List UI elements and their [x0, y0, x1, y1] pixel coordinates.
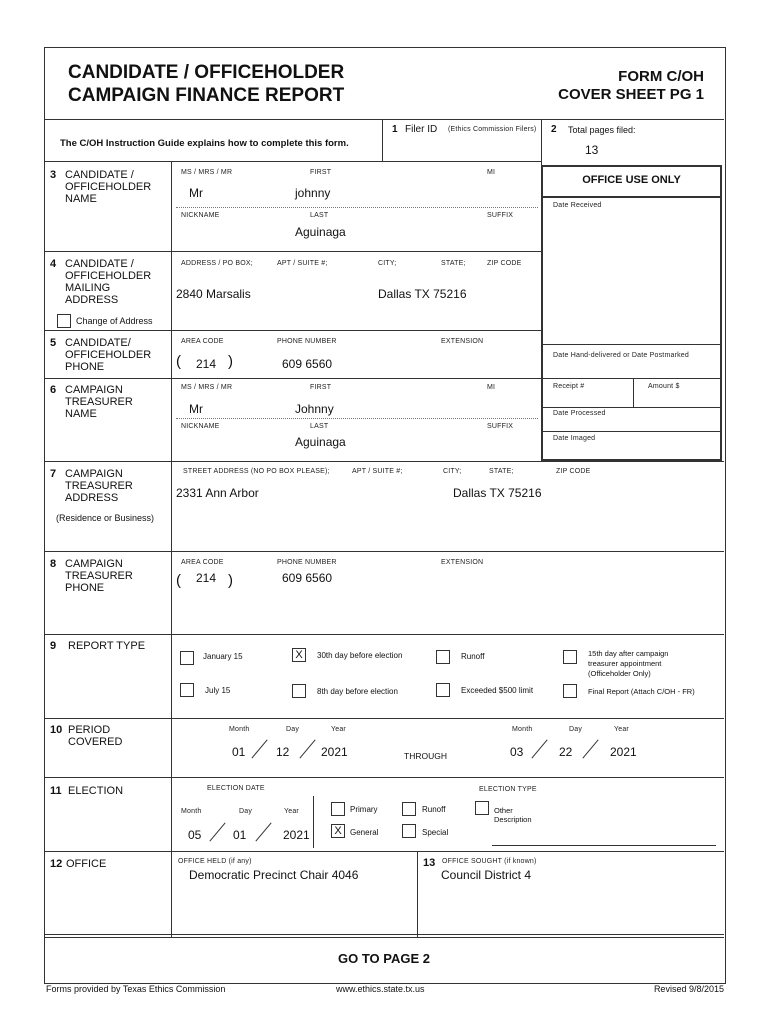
change-of-address-label: Change of Address: [76, 316, 153, 326]
sec8-lbl-phone: PHONE NUMBER: [277, 559, 337, 566]
sec11-lbl-year: Year: [284, 808, 299, 815]
sec10-label-line1: PERIOD: [68, 724, 111, 736]
sec5-paren-close: ): [228, 353, 233, 370]
other-label-line2: Description: [494, 815, 532, 824]
election-year[interactable]: 2021: [283, 828, 310, 842]
sec13-num: 13: [423, 857, 436, 869]
sec6-lbl-last: LAST: [310, 423, 329, 430]
period-from-year[interactable]: 2021: [321, 745, 348, 759]
date-received-label: Date Received: [553, 202, 602, 209]
sec4-citystatezip-field[interactable]: Dallas TX 75216: [378, 287, 467, 301]
footer-revised: Revised 9/8/2015: [653, 984, 724, 994]
sec9-label: REPORT TYPE: [68, 640, 146, 652]
sec3-label: [65, 169, 151, 205]
sec12-num: 12: [50, 858, 63, 870]
sec4-lbl-city: CITY;: [378, 260, 397, 267]
sec10-from-lbl-year: Year: [331, 726, 346, 733]
date-hand-delivered-label: Date Hand-delivered or Date Postmarked: [553, 352, 689, 359]
sec4-label-line3: MAILING: [65, 282, 111, 294]
footer-website[interactable]: www.ethics.state.tx.us: [336, 984, 425, 994]
sec7-lbl-zip: ZIP CODE: [556, 468, 591, 475]
sec6-label: [65, 384, 133, 420]
sec3-num: 3: [50, 169, 57, 181]
sec5-lbl-area: AREA CODE: [181, 338, 224, 345]
form-subtitle: COVER SHEET PG 1: [558, 86, 704, 103]
sec7-citystatezip-field[interactable]: Dallas TX 75216: [453, 486, 542, 500]
sec5-area-field[interactable]: 214: [196, 357, 217, 371]
sec8-lbl-ext: EXTENSION: [441, 559, 484, 566]
sec6-title-field[interactable]: Mr: [189, 402, 203, 416]
sec7-label-line1: CAMPAIGN: [65, 468, 123, 480]
sec7-lbl-street: STREET ADDRESS (NO PO BOX PLEASE);: [183, 468, 330, 475]
sec4-num: 4: [50, 258, 57, 270]
sec8-label-line2: TREASURER: [65, 570, 133, 582]
sec4-street-field[interactable]: 2840 Marsalis: [176, 287, 251, 301]
office-held-field[interactable]: Democratic Precinct Chair 4046: [189, 868, 359, 882]
sec6-label-line2: TREASURER: [65, 396, 133, 408]
d30-checkbox[interactable]: X: [292, 648, 306, 662]
period-to-day[interactable]: 22: [559, 745, 573, 759]
period-to-month[interactable]: 03: [510, 745, 524, 759]
sec8-paren-open: (: [176, 572, 181, 589]
period-from-day[interactable]: 12: [276, 745, 290, 759]
july15-label: July 15: [205, 686, 231, 695]
sec3-lbl-mi: MI: [487, 169, 496, 176]
sec3-label-line3: NAME: [65, 193, 97, 205]
sec11-num: 11: [50, 785, 62, 797]
form-title-line2: CAMPAIGN FINANCE REPORT: [68, 85, 345, 106]
sec7-label-line3: ADDRESS: [65, 492, 119, 504]
sec8-area-field[interactable]: 214: [196, 571, 217, 585]
exceeded-label: Exceeded $500 limit: [461, 686, 534, 695]
receipt-label: Receipt #: [553, 383, 585, 390]
sec11-lbl-month: Month: [181, 808, 202, 815]
sec3-lbl-last: LAST: [310, 212, 329, 219]
sec8-label-line1: CAMPAIGN: [65, 558, 123, 570]
total-pages-label: Total pages filed:: [568, 125, 636, 135]
office-held-label: OFFICE HELD (if any): [178, 858, 252, 865]
sec5-paren-open: (: [176, 353, 181, 370]
final-report-label: Final Report (Attach C/OH - FR): [588, 687, 695, 696]
sec10-from-lbl-month: Month: [229, 726, 250, 733]
sec12-label: OFFICE: [66, 858, 107, 870]
filer-id-num: 1: [392, 124, 398, 135]
special-checkbox[interactable]: [402, 824, 416, 838]
sec5-lbl-ext: EXTENSION: [441, 338, 484, 345]
sec11-lbl-day: Day: [239, 808, 253, 815]
change-of-address-checkbox[interactable]: [57, 314, 71, 328]
runoff-report-label: Runoff: [461, 652, 485, 661]
sec10-num: 10: [50, 724, 63, 736]
sec4-lbl-addr: ADDRESS / PO BOX;: [181, 260, 253, 267]
sec8-label-line3: PHONE: [65, 582, 105, 594]
sec5-label: [65, 337, 151, 373]
sec6-lbl-first: FIRST: [310, 384, 332, 391]
sec10-to-lbl-year: Year: [614, 726, 629, 733]
other-label-line1: Other: [494, 806, 513, 815]
sec7-lbl-city: CITY;: [443, 468, 462, 475]
sec4-label-line1: CANDIDATE /: [65, 258, 134, 270]
d15-checkbox[interactable]: [563, 650, 577, 664]
sec3-lbl-suffix: SUFFIX: [487, 212, 514, 219]
period-from-month[interactable]: 01: [232, 745, 246, 759]
sec4-label: [65, 258, 151, 306]
sec5-lbl-phone: PHONE NUMBER: [277, 338, 337, 345]
office-sought-label: OFFICE SOUGHT (if known): [442, 858, 537, 865]
sec6-lbl-nickname: NICKNAME: [181, 423, 220, 430]
sec10-to-lbl-month: Month: [512, 726, 533, 733]
filer-id-label: Filer ID: [405, 124, 438, 135]
election-date-label: ELECTION DATE: [207, 785, 265, 792]
sec4-lbl-apt: APT / SUITE #;: [277, 260, 328, 267]
sec5-label-line1: CANDIDATE/: [65, 337, 131, 349]
sec8-paren-close: ): [228, 572, 233, 589]
filer-id-sublabel: (Ethics Commission Filers): [448, 126, 537, 133]
sec8-label: [65, 558, 133, 594]
sec3-first-field[interactable]: johnny: [295, 186, 331, 200]
sec8-phone-field[interactable]: 609 6560: [282, 571, 333, 585]
d8-checkbox[interactable]: [292, 684, 306, 698]
jan15-checkbox[interactable]: [180, 651, 194, 665]
d8-label: 8th day before election: [317, 687, 398, 696]
sec7-street-field[interactable]: 2331 Ann Arbor: [176, 486, 259, 500]
other-description-line[interactable]: [492, 845, 716, 846]
july15-checkbox[interactable]: [180, 683, 194, 697]
sec7-label-line2: TREASURER: [65, 480, 133, 492]
exceeded-checkbox[interactable]: [436, 683, 450, 697]
date-imaged-label: Date Imaged: [553, 435, 596, 442]
sec3-title-field[interactable]: Mr: [189, 186, 203, 200]
final-report-checkbox[interactable]: [563, 684, 577, 698]
general-checkbox[interactable]: X: [331, 824, 345, 838]
sec6-lbl-title: MS / MRS / MR: [181, 384, 233, 391]
sec10-label-line2: COVERED: [68, 736, 123, 748]
sec6-last-field[interactable]: Aguinaga: [295, 435, 346, 449]
form-id: FORM C/OH: [618, 68, 704, 85]
office-sought-field[interactable]: Council District 4: [441, 868, 532, 882]
primary-label: Primary: [350, 805, 378, 814]
through-label: THROUGH: [404, 751, 447, 761]
filer-id-field[interactable]: [400, 138, 530, 154]
office-use-title: OFFICE USE ONLY: [582, 174, 681, 186]
goto-page-2: GO TO PAGE 2: [338, 951, 430, 966]
sec5-label-line2: OFFICEHOLDER: [65, 349, 152, 361]
primary-checkbox[interactable]: [331, 802, 345, 816]
sec3-label-line1: CANDIDATE /: [65, 169, 134, 181]
sec9-num: 9: [50, 640, 57, 652]
sec10-label: [68, 724, 122, 748]
election-type-label: ELECTION TYPE: [479, 786, 537, 793]
period-to-year[interactable]: 2021: [610, 745, 637, 759]
instruction-text: The C/OH Instruction Guide explains how to complete this form.: [60, 138, 349, 149]
footer-provided: Forms provided by Texas Ethics Commission: [46, 984, 226, 994]
sec5-label-line3: PHONE: [65, 361, 105, 373]
sec4-label-line4: ADDRESS: [65, 294, 119, 306]
sec6-first-field[interactable]: Johnny: [295, 402, 334, 416]
total-pages-value[interactable]: 13: [585, 143, 599, 157]
other-label: [494, 806, 532, 824]
election-day[interactable]: 01: [233, 828, 247, 842]
sec3-lbl-nickname: NICKNAME: [181, 212, 220, 219]
sec6-label-line3: NAME: [65, 408, 97, 420]
form-title-line1: CANDIDATE / OFFICEHOLDER: [68, 62, 345, 83]
sec3-lbl-title: MS / MRS / MR: [181, 169, 233, 176]
sec6-lbl-mi: MI: [487, 384, 496, 391]
d15-label-line2: treasurer appointment: [588, 659, 662, 668]
special-label: Special: [422, 828, 449, 837]
sec7-num: 7: [50, 468, 57, 480]
sec6-label-line1: CAMPAIGN: [65, 384, 123, 396]
d15-label: [588, 649, 668, 679]
runoff-label: Runoff: [422, 805, 446, 814]
election-month[interactable]: 05: [188, 828, 202, 842]
runoff-report-checkbox[interactable]: [436, 650, 450, 664]
sec3-label-line2: OFFICEHOLDER: [65, 181, 152, 193]
sec6-lbl-suffix: SUFFIX: [487, 423, 514, 430]
d30-label: 30th day before election: [317, 651, 403, 660]
sec7-lbl-state: STATE;: [489, 468, 514, 475]
total-pages-num: 2: [551, 124, 557, 135]
sec7-lbl-apt: APT / SUITE #;: [352, 468, 403, 475]
sec7-sub-label: (Residence or Business): [56, 513, 155, 523]
general-label: General: [350, 828, 379, 837]
sec6-num: 6: [50, 384, 57, 396]
d15-label-line1: 15th day after campaign: [588, 649, 669, 658]
jan15-label: January 15: [203, 652, 243, 661]
other-checkbox[interactable]: [475, 801, 489, 815]
sec4-lbl-zip: ZIP CODE: [487, 260, 522, 267]
sec8-num: 8: [50, 558, 57, 570]
sec4-label-line2: OFFICEHOLDER: [65, 270, 152, 282]
sec11-label: ELECTION: [68, 785, 124, 797]
sec4-lbl-state: STATE;: [441, 260, 466, 267]
sec5-num: 5: [50, 337, 57, 349]
amount-label: Amount $: [648, 383, 680, 390]
sec7-label: [65, 468, 133, 504]
sec10-from-lbl-day: Day: [286, 726, 300, 733]
runoff-checkbox[interactable]: [402, 802, 416, 816]
sec5-phone-field[interactable]: 609 6560: [282, 357, 333, 371]
sec10-to-lbl-day: Day: [569, 726, 583, 733]
sec3-last-field[interactable]: Aguinaga: [295, 225, 346, 239]
sec8-lbl-area: AREA CODE: [181, 559, 224, 566]
date-processed-label: Date Processed: [553, 410, 606, 417]
d15-label-line3: (Officeholder Only): [588, 669, 651, 678]
sec3-lbl-first: FIRST: [310, 169, 332, 176]
